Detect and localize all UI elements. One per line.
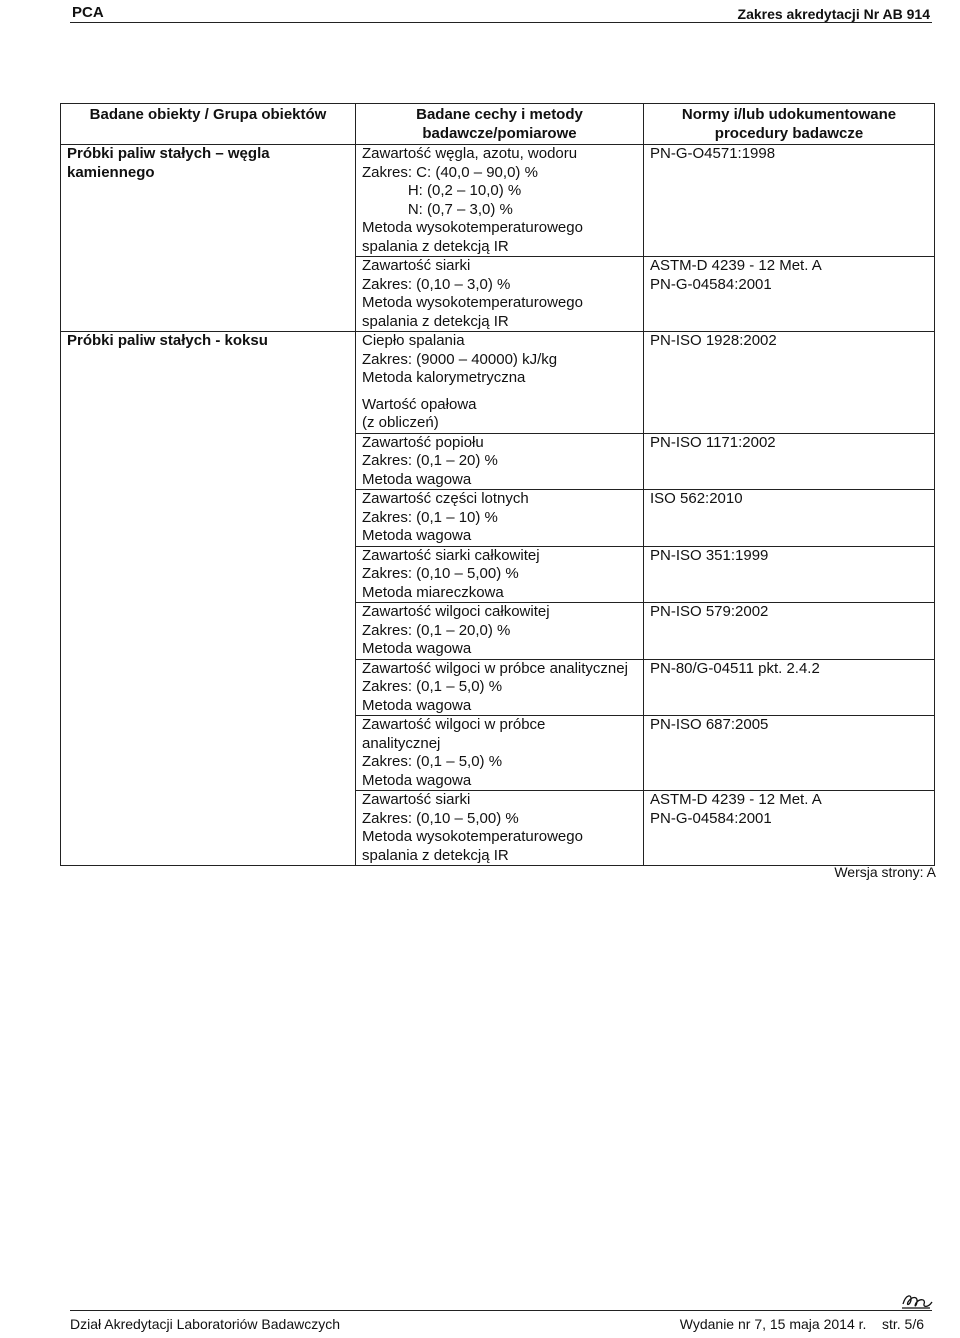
method-cell	[356, 716, 644, 791]
method-line: Zakres: (9000 – 40000) kJ/kg	[362, 350, 558, 368]
method-line: Wartość opałowa	[362, 395, 477, 413]
method-line: N: (0,7 – 3,0) %	[362, 200, 513, 218]
norms-cell	[644, 433, 935, 490]
method-line	[362, 388, 637, 396]
method-cell	[356, 257, 644, 332]
col-header-norms: Normy i/lub udokumentowane procedury badawcze	[644, 104, 935, 145]
method-line: Zawartość węgla, azotu, wodoru	[362, 145, 578, 162]
method-line: Zakres: (0,10 – 5,00) %	[362, 809, 519, 827]
method-line: Zakres: (0,1 – 10) %	[362, 508, 498, 526]
table-row	[61, 145, 935, 257]
method-line: spalania z detekcją IR	[362, 846, 509, 864]
method-line: Metoda wagowa	[362, 771, 472, 789]
method-line: Metoda wagowa	[362, 696, 472, 714]
table-row	[61, 433, 935, 490]
norm-reference: PN-ISO 579:2002	[650, 603, 769, 620]
norm-reference: PN-G-O4571:1998	[650, 145, 776, 162]
table-row	[61, 791, 935, 866]
object-cell	[61, 332, 356, 434]
object-name: Próbki paliw stałych – węgla kamiennego	[67, 145, 270, 181]
method-line: Zawartość siarki	[362, 257, 471, 274]
table-row	[61, 659, 935, 716]
object-name: Próbki paliw stałych - koksu	[67, 332, 268, 349]
object-cell	[61, 603, 356, 660]
object-cell	[61, 659, 356, 716]
page-version: Wersja strony: A	[834, 864, 936, 880]
col-header-methods: Badane cechy i metody badawcze/pomiarowe	[356, 104, 644, 145]
method-cell	[356, 490, 644, 547]
method-line: spalania z detekcją IR	[362, 237, 509, 255]
method-line: Metoda miareczkowa	[362, 583, 504, 601]
method-line: Zawartość części lotnych	[362, 490, 529, 507]
table-row	[61, 490, 935, 547]
method-line: Zawartość wilgoci całkowitej	[362, 603, 550, 620]
table-row	[61, 546, 935, 603]
norm-reference: PN-80/G-04511 pkt. 2.4.2	[650, 659, 820, 677]
method-line: Zawartość wilgoci w próbce	[362, 716, 546, 733]
norm-reference: ASTM-D 4239 - 12 Met. A	[650, 257, 822, 274]
object-cell	[61, 716, 356, 791]
method-line: Metoda wysokotemperaturowego	[362, 219, 583, 236]
method-line: Metoda wagowa	[362, 527, 472, 544]
norm-reference: PN-ISO 351:1999	[650, 546, 769, 564]
method-cell	[356, 603, 644, 660]
object-cell	[61, 145, 356, 257]
footer-department: Dział Akredytacji Laboratoriów Badawczych	[70, 1316, 341, 1332]
signature-initials	[900, 1290, 934, 1312]
method-cell	[356, 433, 644, 490]
method-line: Zawartość siarki	[362, 791, 471, 808]
norms-cell	[644, 659, 935, 716]
table-body	[61, 145, 935, 866]
norm-reference: PN-ISO 1928:2002	[650, 332, 777, 349]
table-row	[61, 603, 935, 660]
method-line: H: (0,2 – 10,0) %	[362, 182, 522, 199]
col-header-objects: Badane obiekty / Grupa obiektów	[61, 104, 356, 145]
norm-reference: PN-ISO 687:2005	[650, 716, 769, 733]
norms-cell	[644, 791, 935, 866]
norms-cell	[644, 490, 935, 547]
norms-cell	[644, 546, 935, 603]
method-cell	[356, 332, 644, 434]
table-row	[61, 716, 935, 791]
method-cell	[356, 659, 644, 716]
norm-reference: PN-G-04584:2001	[650, 275, 772, 293]
method-line: Metoda wysokotemperaturowego	[362, 294, 583, 311]
method-line: Zawartość popiołu	[362, 433, 484, 451]
footer-edition: Wydanie nr 7, 15 maja 2014 r.	[679, 1316, 867, 1332]
footer-edition-page	[680, 1316, 924, 1332]
method-cell	[356, 791, 644, 866]
method-line: analitycznej	[362, 734, 441, 752]
norms-cell	[644, 332, 935, 434]
method-line: Zakres: (0,1 – 5,0) %	[362, 753, 503, 770]
object-cell	[61, 791, 356, 866]
norms-cell	[644, 603, 935, 660]
method-line: Zawartość wilgoci w próbce analitycznej	[362, 659, 628, 677]
header-title: Zakres akredytacji Nr AB 914	[737, 6, 930, 22]
table-row	[61, 257, 935, 332]
method-line: spalania z detekcją IR	[362, 312, 509, 330]
footer-page: str. 5/6	[881, 1316, 924, 1332]
method-line: (z obliczeń)	[362, 414, 439, 431]
accreditation-table	[60, 103, 935, 866]
header-rule	[70, 22, 932, 23]
method-line: Metoda wagowa	[362, 640, 472, 657]
norm-reference: ISO 562:2010	[650, 490, 743, 507]
method-line: Zakres: (0,1 – 20,0) %	[362, 621, 511, 639]
norms-cell	[644, 257, 935, 332]
object-cell	[61, 490, 356, 547]
method-line: Zakres: (0,10 – 5,00) %	[362, 565, 519, 582]
method-line: Metoda wysokotemperaturowego	[362, 828, 583, 845]
method-cell	[356, 546, 644, 603]
method-cell	[356, 145, 644, 257]
norm-reference: PN-ISO 1171:2002	[650, 433, 776, 451]
method-line: Zakres: (0,1 – 20) %	[362, 452, 498, 469]
method-line: Zakres: C: (40,0 – 90,0) %	[362, 163, 538, 181]
method-line: Ciepło spalania	[362, 332, 465, 349]
object-cell	[61, 257, 356, 332]
table-row	[61, 332, 935, 434]
object-cell	[61, 546, 356, 603]
method-line: Zakres: (0,1 – 5,0) %	[362, 678, 503, 695]
norms-cell	[644, 145, 935, 257]
object-cell	[61, 433, 356, 490]
norm-reference: ASTM-D 4239 - 12 Met. A	[650, 791, 822, 808]
table-header-row	[61, 104, 935, 145]
footer-rule	[70, 1310, 932, 1311]
norm-reference: PN-G-04584:2001	[650, 809, 772, 827]
method-line: Metoda wagowa	[362, 470, 472, 488]
method-line: Zakres: (0,10 – 3,0) %	[362, 275, 511, 293]
header-org: PCA	[72, 4, 104, 21]
norms-cell	[644, 716, 935, 791]
method-line: Zawartość siarki całkowitej	[362, 546, 540, 564]
method-line: Metoda kalorymetryczna	[362, 369, 526, 386]
